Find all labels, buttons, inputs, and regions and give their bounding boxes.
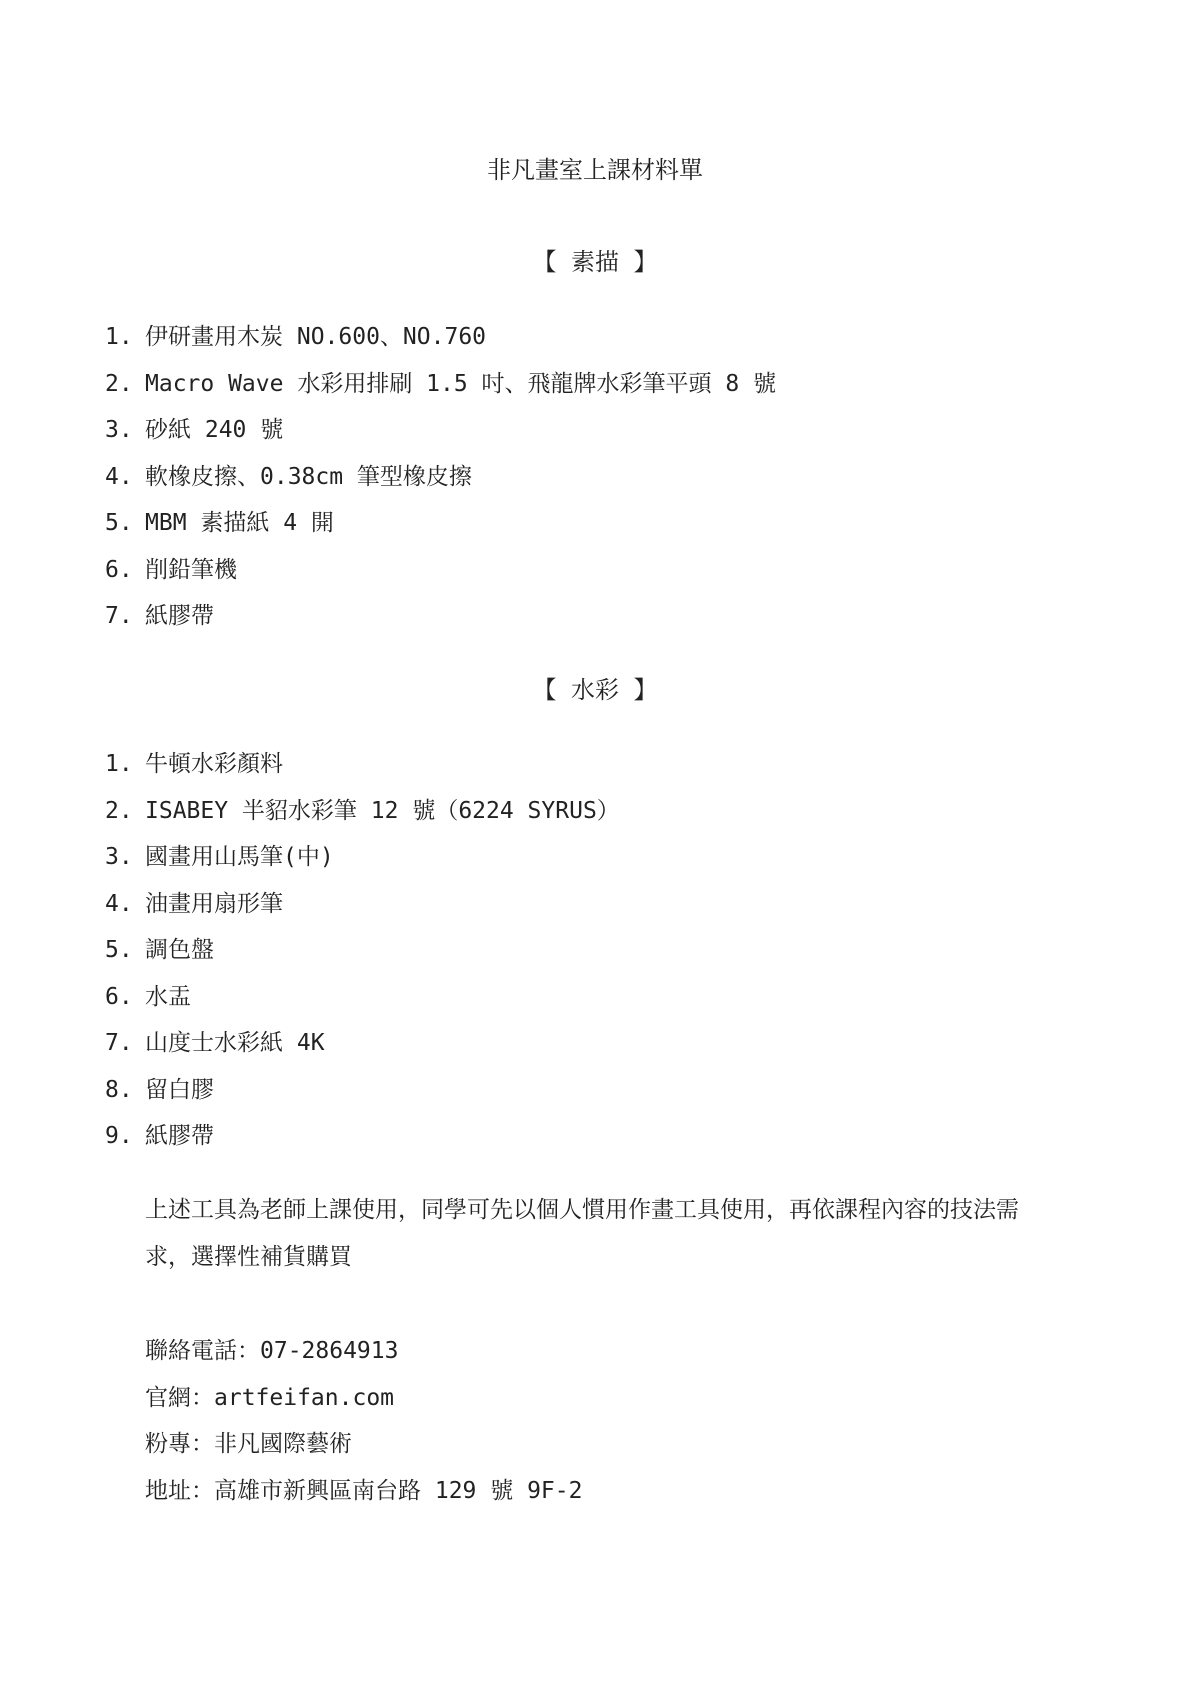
item-text: 伊研畫用木炭 NO.600、NO.760: [145, 324, 487, 350]
item-text: 油畫用扇形筆: [145, 890, 283, 917]
item-number: 6.: [105, 983, 133, 1010]
item-text: 紙膠帶: [145, 603, 214, 629]
item-text: 山度士水彩紙 4K: [145, 1030, 325, 1056]
section-heading-sketch: 【 素描 】: [532, 248, 658, 276]
item-number: 1.: [105, 324, 133, 350]
item-text: Macro Wave 水彩用排刷 1.5 吋、飛龍牌水彩筆平頭 8 號: [145, 370, 777, 397]
list-item: [105, 500, 776, 547]
item-number: 9.: [105, 1123, 133, 1149]
list-item: [105, 314, 776, 361]
item-number: 2.: [105, 370, 133, 397]
list-item: [105, 741, 620, 788]
list-item: [105, 927, 620, 974]
item-text: MBM 素描紙 4 開: [145, 510, 334, 536]
contact-address: 地址：高雄市新興區南台路 129 號 9F-2: [145, 1477, 583, 1504]
list-item: [105, 361, 776, 408]
list-item: [105, 788, 620, 835]
list-item: [105, 974, 620, 1021]
item-number: 4.: [105, 463, 133, 490]
list-item: [105, 1067, 620, 1114]
item-number: 2.: [105, 797, 133, 824]
item-number: 8.: [105, 1076, 133, 1103]
list-item: [105, 454, 776, 501]
contact-phone: 聯絡電話：07-2864913: [145, 1338, 399, 1364]
item-text: 紙膠帶: [145, 1123, 214, 1149]
item-number: 7.: [105, 1030, 133, 1056]
list-item: [105, 407, 776, 454]
item-text: ISABEY 半貂水彩筆 12 號（6224 SYRUS）: [145, 797, 620, 824]
contact-website: 官網：artfeifan.com: [145, 1384, 395, 1411]
watercolor-materials-list: [105, 741, 620, 1160]
contact-fanpage: 粉專：非凡國際藝術: [145, 1431, 352, 1457]
item-number: 5.: [105, 937, 133, 963]
item-text: 國畫用山馬筆(中): [145, 844, 334, 870]
item-number: 3.: [105, 417, 133, 443]
list-item: [105, 1020, 620, 1067]
item-number: 7.: [105, 603, 133, 629]
contact-info: [145, 1328, 582, 1514]
list-item: [105, 834, 620, 881]
list-item: [105, 1113, 620, 1160]
list-item: [105, 593, 776, 640]
item-number: 6.: [105, 556, 133, 583]
item-text: 調色盤: [145, 937, 214, 963]
item-number: 4.: [105, 890, 133, 917]
item-text: 牛頓水彩顏料: [145, 751, 283, 777]
sketch-materials-list: [105, 314, 776, 640]
item-text: 水盂: [145, 983, 191, 1010]
list-item: [105, 881, 620, 928]
item-number: 3.: [105, 844, 133, 870]
item-number: 5.: [105, 510, 133, 536]
list-item: [105, 547, 776, 594]
item-text: 削鉛筆機: [145, 556, 237, 583]
item-text: 留白膠: [145, 1076, 214, 1103]
section-heading-watercolor: 【 水彩 】: [532, 676, 658, 704]
item-number: 1.: [105, 751, 133, 777]
item-text: 軟橡皮擦、0.38cm 筆型橡皮擦: [145, 463, 472, 490]
document-title: 非凡畫室上課材料單: [487, 156, 703, 184]
usage-note: 上述工具為老師上課使用，同學可先以個人慣用作畫工具使用，再依課程內容的技法需求，選擇性補貨購買: [145, 1197, 1019, 1270]
item-text: 砂紙 240 號: [145, 417, 284, 443]
